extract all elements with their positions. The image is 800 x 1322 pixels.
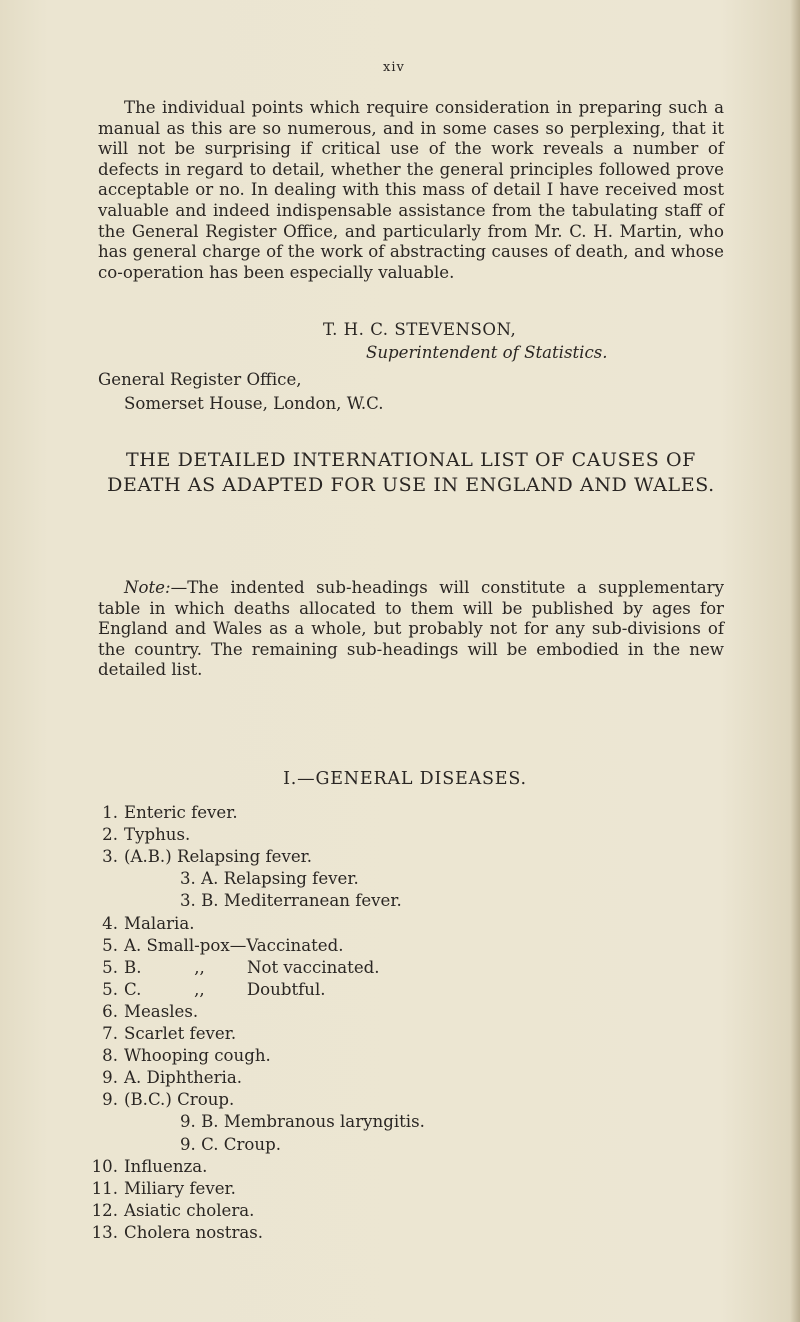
cause-list-item [0,869,800,891]
signature-name: T. H. C. STEVENSON, [323,320,517,339]
cause-list-item [0,1024,800,1046]
cause-name: Malaria. [124,913,195,933]
cause-list-item [0,914,800,936]
cause-name: Influenza. [124,1156,208,1176]
cause-number: 5. [102,957,118,977]
cause-subheading: 3. B. Mediterranean fever. [180,891,402,911]
cause-list-item [0,803,800,825]
cause-list-item [0,1068,800,1090]
cause-list-item [0,1002,800,1024]
cause-subheading: 3. A. Relapsing fever. [180,869,359,889]
cause-name: C. ,, Doubtful. [124,979,326,999]
cause-name: Miliary fever. [124,1178,236,1198]
cause-list-item [0,1157,800,1179]
cause-number: 2. [102,825,118,845]
main-title: THE DETAILED INTERNATIONAL LIST OF CAUSES OF DEATH AS ADAPTED FOR USE IN ENGLAND AND WALES. [107,449,715,496]
cause-number: 9. [102,1068,118,1088]
cause-list-item [0,1112,800,1134]
signature-title: Superintendent of Statistics. [366,343,608,362]
cause-list-item [0,936,800,958]
cause-name: Cholera nostras. [124,1222,264,1242]
cause-number: 8. [102,1046,118,1066]
cause-name: A. Small-pox—Vaccinated. [124,935,344,955]
cause-number: 4. [102,913,118,933]
preface-paragraph: The individual points which require consideration in preparing such a manual as this are so numerous, and in some cases so perplexing, that it will not be surprising if critical use of the work reveals a number of defects in regard to detail, whether the general principles followed prove acceptable or no. In dealing with this mass of detail I have received most valuable and indeed indispensable assistance from the tabulating staff of the General Register Office, and particularly from Mr. C. H. Martin, who has general charge of the work of abstracting causes of death, and whose co-operation has been especially valuable. [98,98,724,282]
cause-subheading: 9. B. Membranous laryngitis. [180,1112,425,1132]
cause-number: 10. [91,1156,118,1176]
cause-name: B. ,, Not vaccinated. [124,957,380,977]
cause-name: (A.B.) Relapsing fever. [124,847,313,867]
cause-list-item [0,1201,800,1223]
cause-number: 6. [102,1001,118,1021]
note-paragraph [98,578,724,681]
cause-number: 5. [102,935,118,955]
cause-list-item [0,980,800,1002]
cause-number: 1. [102,803,118,822]
cause-list-item [0,1179,800,1201]
cause-name: Asiatic cholera. [124,1200,255,1220]
cause-number: 3. [102,847,118,867]
cause-list-item [0,1135,800,1157]
cause-number: 11. [91,1178,118,1198]
page-number: xiv [383,60,405,75]
cause-number: 9. [102,1090,118,1110]
cause-list-item [0,958,800,980]
cause-list-item [0,1046,800,1068]
cause-name: Scarlet fever. [124,1024,237,1043]
cause-name: Measles. [124,1001,199,1021]
cause-number: 5. [102,979,118,999]
cause-name: Enteric fever. [124,803,238,822]
cause-name: (B.C.) Croup. [124,1090,235,1110]
cause-subheading: 9. C. Croup. [180,1134,281,1154]
cause-number: 12. [91,1200,118,1220]
cause-list-item [0,1090,800,1112]
cause-list-item [0,891,800,913]
address-line-2: Somerset House, London, W.C. [124,394,384,413]
note-label: Note: [124,578,171,597]
address-line-1: General Register Office, [98,370,302,389]
cause-number: 7. [102,1024,118,1043]
cause-name: Whooping cough. [124,1046,271,1066]
cause-name: Typhus. [124,825,191,845]
cause-number: 13. [91,1222,118,1242]
section-heading: I.—GENERAL DISEASES. [283,769,527,789]
cause-list-item [0,1223,800,1245]
note-text: —The indented sub-headings will constitute a supplementary table in which deaths allocated to them will be published by ages for England and Wales as a whole, but probably not for any sub-divisions of the country. The remaining sub-headings will be embodied in the new detailed list. [98,578,724,680]
cause-list-item [0,847,800,869]
cause-name: A. Diphtheria. [124,1068,243,1088]
cause-list-item [0,825,800,847]
